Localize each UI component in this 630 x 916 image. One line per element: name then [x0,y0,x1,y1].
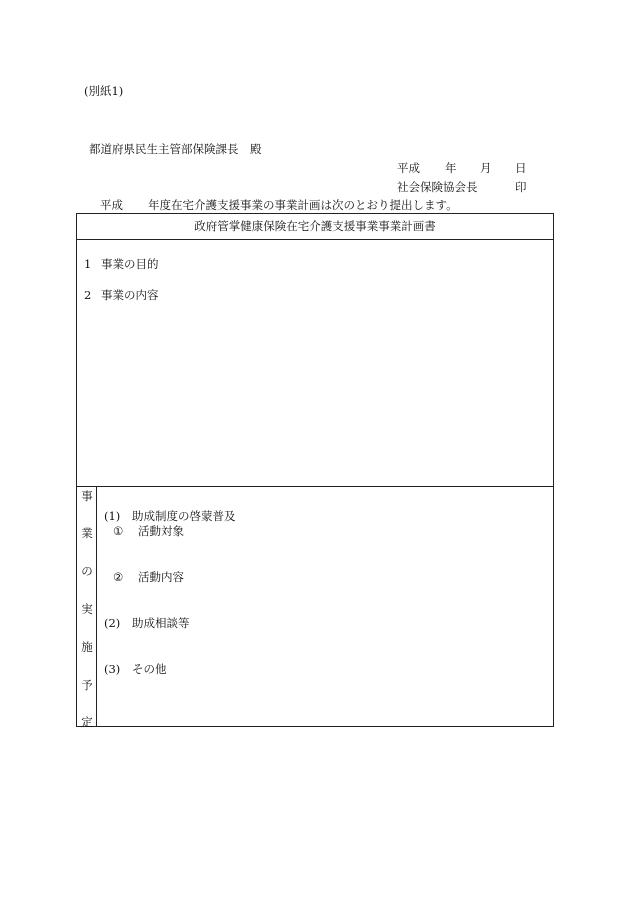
item-number: (1) [104,509,121,523]
subitem-number: ① [113,524,124,538]
seal-mark: 印 [515,180,527,194]
section-label: 事業の内容 [101,288,159,302]
side-label-char: の [81,564,93,578]
side-label-char: 事 [81,489,93,503]
addressee: 都道府県民生主管部保険課長 殿 [89,142,262,156]
side-label-char: 定 [81,715,93,729]
column-divider [96,487,97,726]
item-label: 助成制度の啓蒙普及 [132,509,236,523]
form-title: 政府管掌健康保険在宅介護支援事業事業計画書 [77,214,553,240]
implementation-plan-row [77,486,553,729]
item-number: (2) [104,616,121,630]
subitem-label: 活動対象 [138,524,184,538]
side-label-char: 予 [81,678,93,692]
subitem-number: ② [113,570,124,584]
item-label: その他 [132,662,167,676]
section-number: 2 [84,288,92,302]
section-number: 1 [84,257,92,271]
date-day-unit: 日 [515,161,527,175]
plan-form-table [76,213,554,727]
item-number: (3) [104,662,121,676]
date-year-unit: 年 [445,161,457,175]
intro-era: 平成 [100,198,123,212]
annex-label: (別紙1) [84,84,124,98]
side-label-char: 施 [81,640,93,654]
intro-text: 年度在宅介護支援事業の事業計画は次のとおり提出します。 [148,198,458,212]
side-label-char: 業 [81,526,93,540]
date-month-unit: 月 [480,161,492,175]
date-era: 平成 [397,161,420,175]
side-label-char: 実 [81,602,93,616]
sender-organization: 社会保険協会長 [397,180,478,194]
subitem-label: 活動内容 [138,570,184,584]
item-label: 助成相談等 [132,616,190,630]
section-label: 事業の目的 [101,257,159,271]
